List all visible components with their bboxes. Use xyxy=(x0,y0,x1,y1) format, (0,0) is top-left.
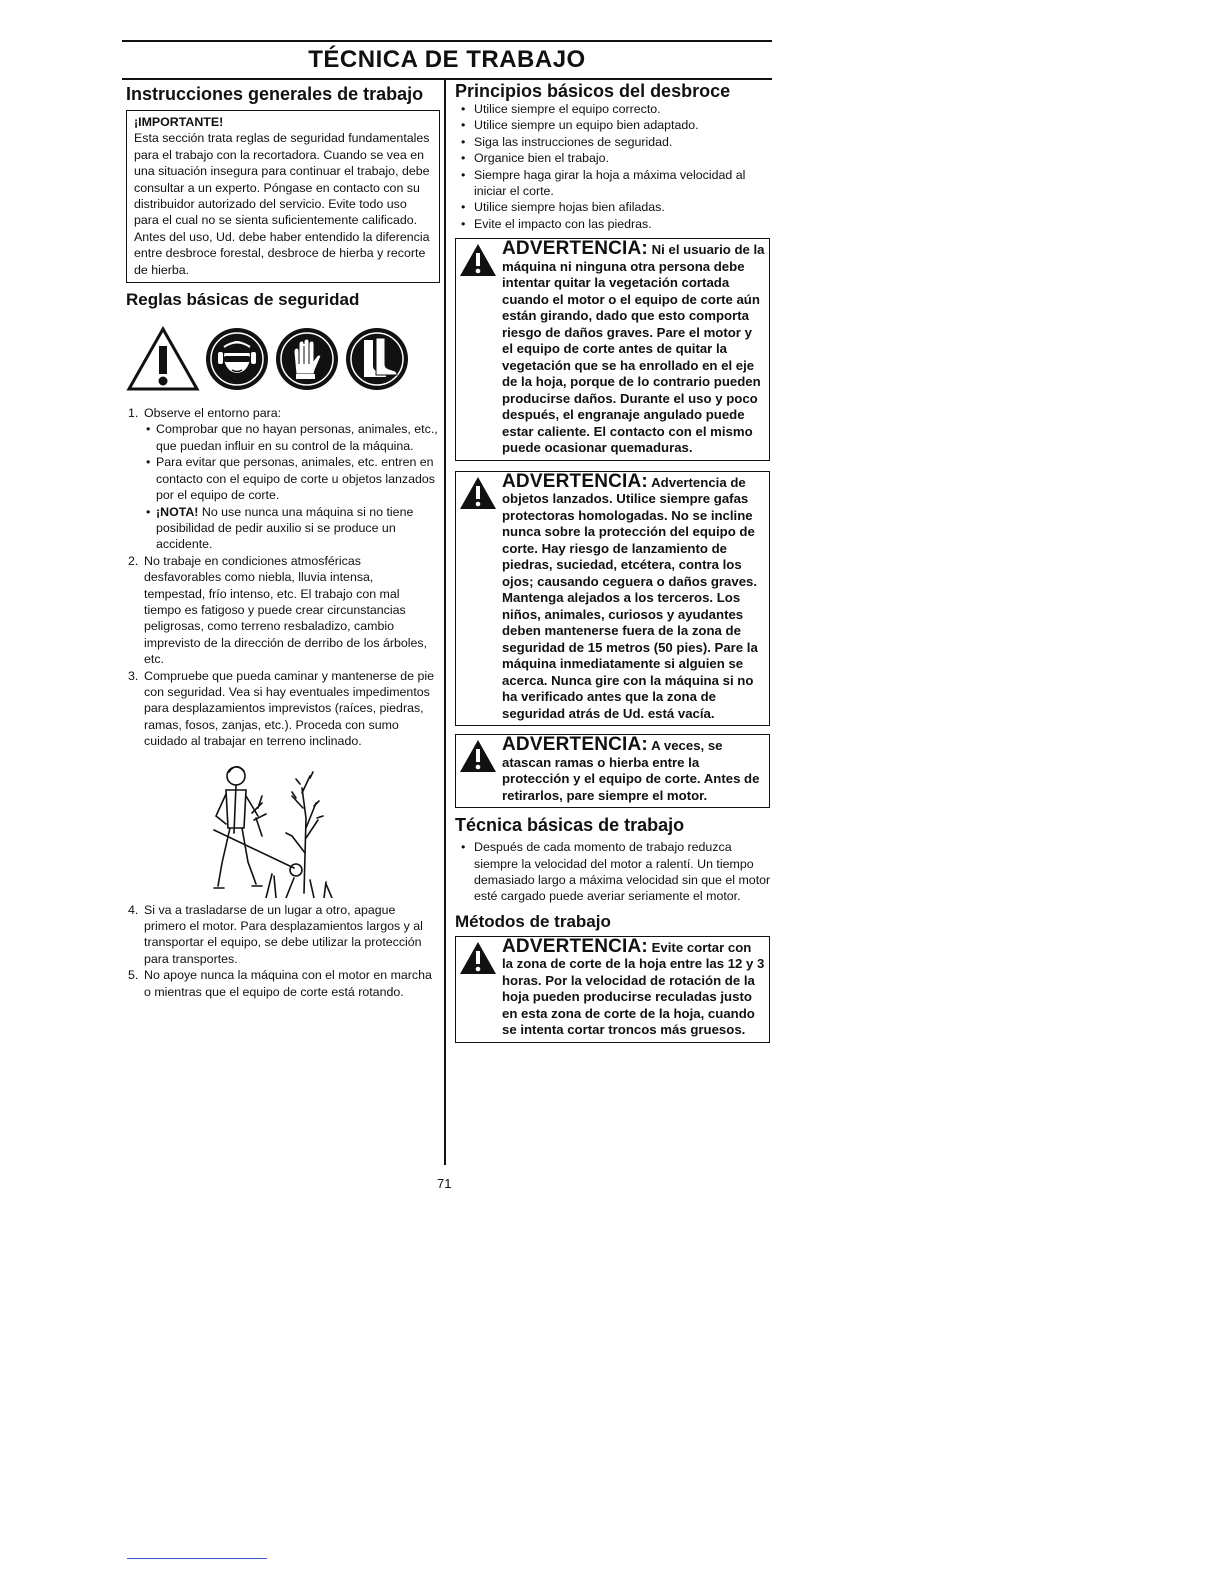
warning-triangle-icon xyxy=(459,476,497,510)
list-item-text: Evite el impacto con las piedras. xyxy=(474,216,652,231)
gloves-icon xyxy=(274,326,340,392)
warning-text: Ni el usuario de la máquina ni ninguna otra persona debe intentar quitar la vegetación cortada cuando el motor o el equipo de corte aún están girando, dado que esto comporta riesgo de daños graves. Pare el motor y el equipo de corte antes de quitar la vegetación que se ha enrollado en el eje de la hoja, porque de lo contrario pueden producirse daños. Durante el uso y poco después, el engranaje angulado puede estar caliente. El contacto con el mismo puede ocasionar quemaduras. xyxy=(502,242,765,456)
heading-work-methods: Métodos de trabajo xyxy=(455,911,611,931)
warning-label: ADVERTENCIA: xyxy=(502,238,648,260)
bullet: • xyxy=(146,422,151,437)
list-item-text: Para evitar que personas, animales, etc. entren en contacto con el equipo de corte u objetos lanzados por el equipo de corte. xyxy=(156,455,435,503)
list-item xyxy=(455,134,772,150)
list-item-text: Después de cada momento de trabajo reduzca siempre la velocidad del motor a ralentí. Un tiempo demasiado largo a máxima velocidad sin que el motor esté cargado puede averiar seriamente el motor. xyxy=(474,840,771,904)
warning-text: Evite cortar con la zona de corte de la hoja entre las 12 y 3 horas. Por la velocidad de rotación de la hoja pueden producirse reculadas justo en esta zona de corte de la hoja, cuando se intenta cortar troncos más gruesos. xyxy=(502,939,765,1038)
list-number: 4. xyxy=(128,902,139,917)
list-item-text: Organice bien el trabajo. xyxy=(474,151,610,166)
important-paragraph-2: Antes del uso, Ud. debe haber entendido la diferencia entre desbroce forestal, desbroce de hierba y recorte de hierba. xyxy=(134,229,430,277)
bullet: • xyxy=(146,504,151,519)
bullet: • xyxy=(461,151,466,166)
list-item xyxy=(455,199,772,215)
principles-list xyxy=(455,101,772,232)
warning-label: ADVERTENCIA: xyxy=(502,734,648,756)
list-item-text: Utilice siempre un equipo bien adaptado. xyxy=(474,118,699,133)
heading-safety-rules: Reglas básicas de seguridad xyxy=(126,290,360,310)
list-item-text: Utilice siempre el equipo correcto. xyxy=(474,102,661,116)
list-item xyxy=(455,150,772,166)
face-protection-icon xyxy=(204,326,270,392)
warning-triangle-icon xyxy=(459,739,497,773)
list-item-text: No use nunca una máquina si no tiene posibilidad de pedir auxilio si se produce un accidente. xyxy=(156,504,414,552)
list-item-text: Compruebe que pueda caminar y mantenerse de pie con seguridad. Vea si hay eventuales impedimentos para desplazamientos imprevistos (raíces, piedras, ramas, fosos, zanjas, etc.). Proceda con sumo cuidado al trabajar en terreno inclinado. xyxy=(144,668,434,749)
list-item xyxy=(455,216,772,232)
heading-general-instructions: Instrucciones generales de trabajo xyxy=(126,84,424,104)
warning-text: Advertencia de objetos lanzados. Utilice siempre gafas protectoras homologadas. No se incline nunca sobre la protección del equipo de corte. Hay riesgo de lanzamiento de piedras, suciedad, etcétera, contra los ojos; causando ceguera o daños graves. Mantenga alejados a los terceros. Los niños, animales, curiosos y ayudantes deben mantenerse fuera de la zona de seguridad de 15 metros (50 pies). Pare la máquina inmediatamente si alguien se acerca. Nunca gire con la máquina si no ha verificado antes que la zona de seguridad atrás de Ud. está vacía. xyxy=(502,474,758,721)
safety-icons-row xyxy=(126,321,438,397)
important-title: ¡IMPORTANTE! xyxy=(134,115,224,129)
note-label: ¡NOTA! xyxy=(156,504,199,519)
list-item-text: Observe el entorno para: xyxy=(144,406,282,421)
list-number: 3. xyxy=(128,668,139,683)
bullet: • xyxy=(461,200,466,215)
right-column xyxy=(455,81,772,1043)
bullet: • xyxy=(461,840,466,855)
warning-box-rotating-parts xyxy=(455,238,770,461)
bullet: • xyxy=(461,118,466,133)
list-item xyxy=(126,553,438,668)
list-item xyxy=(126,504,438,553)
page-number: 71 xyxy=(437,1176,452,1191)
bullet: • xyxy=(461,167,466,182)
safety-rules-list-continued xyxy=(126,902,438,1000)
warning-box-cutting-zone xyxy=(455,936,770,1043)
list-item xyxy=(455,167,772,200)
list-item xyxy=(126,668,438,750)
footer-rule xyxy=(127,1558,267,1559)
bullet: • xyxy=(461,102,466,116)
list-item-text: Siga las instrucciones de seguridad. xyxy=(474,134,673,149)
warning-box-jammed-branches xyxy=(455,734,770,808)
list-item xyxy=(126,967,438,1000)
list-item xyxy=(455,839,772,905)
safety-rules-list xyxy=(126,405,438,750)
list-number: 5. xyxy=(128,968,139,983)
bullet: • xyxy=(146,455,151,470)
list-item-text: No apoye nunca la máquina con el motor en marcha o mientras que el equipo de corte está rotando. xyxy=(144,968,432,999)
warning-triangle-icon xyxy=(459,941,497,975)
list-item xyxy=(126,421,438,454)
boots-icon xyxy=(344,326,410,392)
list-item xyxy=(126,902,438,968)
warning-label: ADVERTENCIA: xyxy=(502,470,648,492)
warning-triangle-icon xyxy=(459,243,497,277)
list-item xyxy=(455,101,772,117)
important-paragraph-1: Esta sección trata reglas de seguridad fundamentales para el trabajo con la recortadora. Cuando se vea en una situación insegura para continuar el trabajo, debe consultar a un experto. Póngase en contacto con su distribuidor autorizado del servicio. Evite todo uso para el cual no se sienta suficientemente calificado. xyxy=(134,131,430,228)
important-box xyxy=(126,110,440,283)
page-title: TÉCNICA DE TRABAJO xyxy=(122,40,772,80)
bullet: • xyxy=(461,134,466,149)
bullet: • xyxy=(461,216,466,231)
list-item xyxy=(126,454,438,503)
warning-text: A veces, se atascan ramas o hierba entre la protección y el equipo de corte. Antes de retirarlos, pare siempre el motor. xyxy=(502,738,760,803)
left-column xyxy=(126,84,438,1000)
warning-box-thrown-objects xyxy=(455,471,770,727)
list-number: 2. xyxy=(128,553,139,568)
operator-illustration xyxy=(196,758,438,898)
list-item xyxy=(455,117,772,133)
list-item-text: Siempre haga girar la hoja a máxima velocidad al iniciar el corte. xyxy=(474,167,746,199)
heading-basic-technique: Técnica básicas de trabajo xyxy=(455,815,685,836)
list-number: 1. xyxy=(128,406,139,421)
list-item-text: Comprobar que no hayan personas, animales, etc., que puedan influir en su control de la máquina. xyxy=(156,422,438,453)
trimmer-operator-image xyxy=(196,758,346,898)
list-item xyxy=(126,405,438,421)
list-item-text: No trabaje en condiciones atmosféricas desfavorables como niebla, lluvia intensa, tempestad, frío intenso, etc. El trabajo con mal tiempo es fatigoso y puede crear circunstancias peligrosas, como terreno resbaladizo, cambio imprevisto de la dirección de derribo de los árboles, etc. xyxy=(144,553,428,667)
warning-label: ADVERTENCIA: xyxy=(502,935,648,957)
column-divider xyxy=(444,80,446,1165)
list-item-text: Si va a trasladarse de un lugar a otro, apague primero el motor. Para desplazamientos largos y al transportar el equipo, se debe utilizar la protección para transportes. xyxy=(144,902,423,966)
heading-basic-principles: Principios básicos del desbroce xyxy=(455,81,731,101)
warning-triangle-icon xyxy=(126,326,200,392)
list-item-text: Utilice siempre hojas bien afiladas. xyxy=(474,200,665,215)
